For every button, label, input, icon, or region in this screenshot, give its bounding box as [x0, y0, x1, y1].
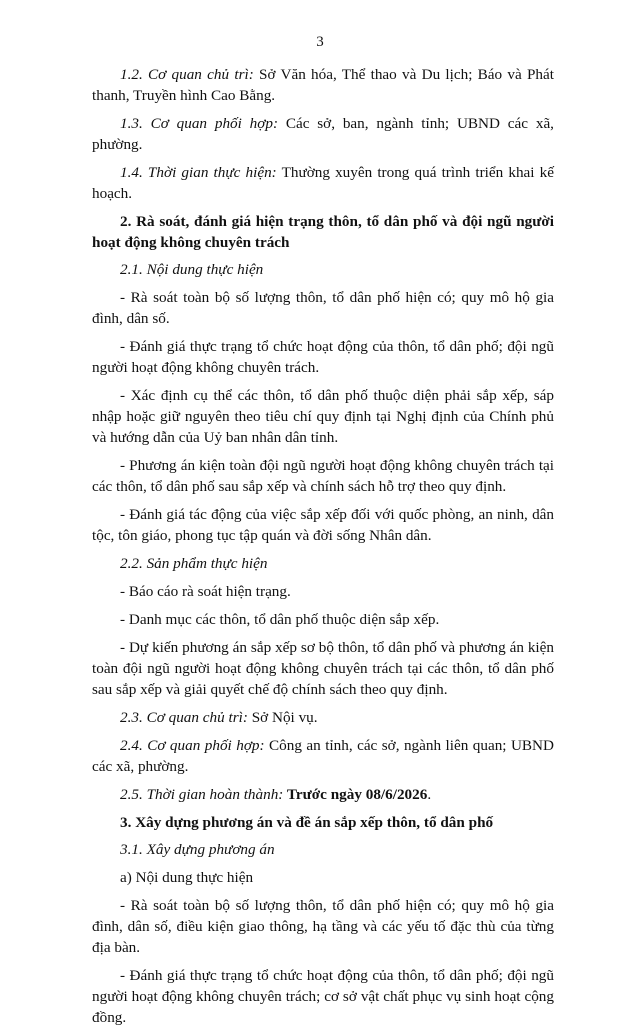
labeled-paragraph: [92, 784, 554, 805]
paragraph-text: Các sở, ban, ngành tỉnh; UBND các xã, phường.: [92, 115, 554, 153]
body-paragraph: - Đánh giá thực trạng tổ chức hoạt động của thôn, tổ dân phố; đội ngũ người hoạt động không chuyên trách; cơ sở vật chất phục vụ sinh hoạt cộng đồng.: [92, 967, 554, 1026]
deadline-text: Trước ngày 08/6/2026: [283, 786, 428, 803]
paragraph-text: Sở Nội vụ.: [247, 709, 318, 726]
body-paragraph: - Phương án kiện toàn đội ngũ người hoạt động không chuyên trách tại các thôn, tổ dân phố sau sắp xếp và chính sách hỗ trợ theo quy định.: [92, 457, 554, 495]
subsection-heading: 2.2. Sản phẩm thực hiện: [120, 555, 268, 572]
body-paragraph: - Đánh giá tác động của việc sắp xếp đối với quốc phòng, an ninh, dân tộc, tôn giáo, phong tục tập quán và đời sống Nhân dân.: [92, 506, 554, 544]
section-heading: 2. Rà soát, đánh giá hiện trạng thôn, tổ dân phố và đội ngũ người hoạt động không chuyên trách: [92, 213, 554, 251]
labeled-paragraph: [92, 64, 554, 106]
paragraph-label: 1.2. Cơ quan chủ trì:: [120, 66, 254, 83]
paragraph-label: 2.3. Cơ quan chủ trì:: [120, 709, 248, 726]
labeled-paragraph: [92, 707, 554, 728]
subsection-heading: 3.1. Xây dựng phương án: [120, 841, 275, 858]
subsection-heading: 2.1. Nội dung thực hiện: [120, 261, 264, 278]
labeled-paragraph: [92, 113, 554, 155]
body-paragraph: - Xác định cụ thể các thôn, tổ dân phố thuộc diện phải sắp xếp, sáp nhập hoặc giữ nguyên theo tiêu chí quy định tại Nghị định của Chính phủ và hướng dẫn của Uỷ ban nhân dân tỉnh.: [92, 387, 554, 446]
paragraph-label: 1.4. Thời gian thực hiện:: [120, 164, 277, 181]
paragraph-label: 1.3. Cơ quan phối hợp:: [120, 115, 279, 132]
body-paragraph: - Rà soát toàn bộ số lượng thôn, tổ dân phố hiện có; quy mô hộ gia đình, dân số, điều kiện giao thông, hạ tầng và các yếu tố đặc thù của từng địa bàn.: [92, 897, 554, 956]
body-paragraph: a) Nội dung thực hiện: [120, 869, 254, 886]
paragraph-label: 2.5. Thời gian hoàn thành:: [120, 786, 284, 803]
page-number: 3: [316, 34, 324, 50]
paragraph-text: Công an tỉnh, các sở, ngành liên quan; UBND các xã, phường.: [92, 737, 554, 775]
body-paragraph: - Báo cáo rà soát hiện trạng.: [120, 583, 291, 600]
labeled-paragraph: [92, 735, 554, 777]
labeled-paragraph: [92, 162, 554, 204]
body-paragraph: - Đánh giá thực trạng tổ chức hoạt động của thôn, tổ dân phố; đội ngũ người hoạt động không chuyên trách.: [92, 338, 554, 376]
document-body: [92, 64, 554, 1035]
paragraph-label: 2.4. Cơ quan phối hợp:: [120, 737, 265, 754]
body-paragraph: - Danh mục các thôn, tổ dân phố thuộc diện sắp xếp.: [120, 611, 440, 628]
paragraph-tail: .: [427, 786, 432, 803]
body-paragraph: - Dự kiến phương án sắp xếp sơ bộ thôn, tổ dân phố và phương án kiện toàn đội ngũ người hoạt động không chuyên trách tại các thôn, tổ dân phố sau sắp xếp và giải quyết chế độ chính sách theo quy định.: [92, 639, 554, 698]
section-heading: 3. Xây dựng phương án và đề án sắp xếp thôn, tổ dân phố: [120, 814, 494, 831]
body-paragraph: - Rà soát toàn bộ số lượng thôn, tổ dân phố hiện có; quy mô hộ gia đình, dân số.: [92, 289, 554, 327]
paragraph-text: Thường xuyên trong quá trình triển khai kế hoạch.: [92, 164, 554, 202]
paragraph-text: Sở Văn hóa, Thể thao và Du lịch; Báo và Phát thanh, Truyền hình Cao Bằng.: [92, 66, 554, 104]
